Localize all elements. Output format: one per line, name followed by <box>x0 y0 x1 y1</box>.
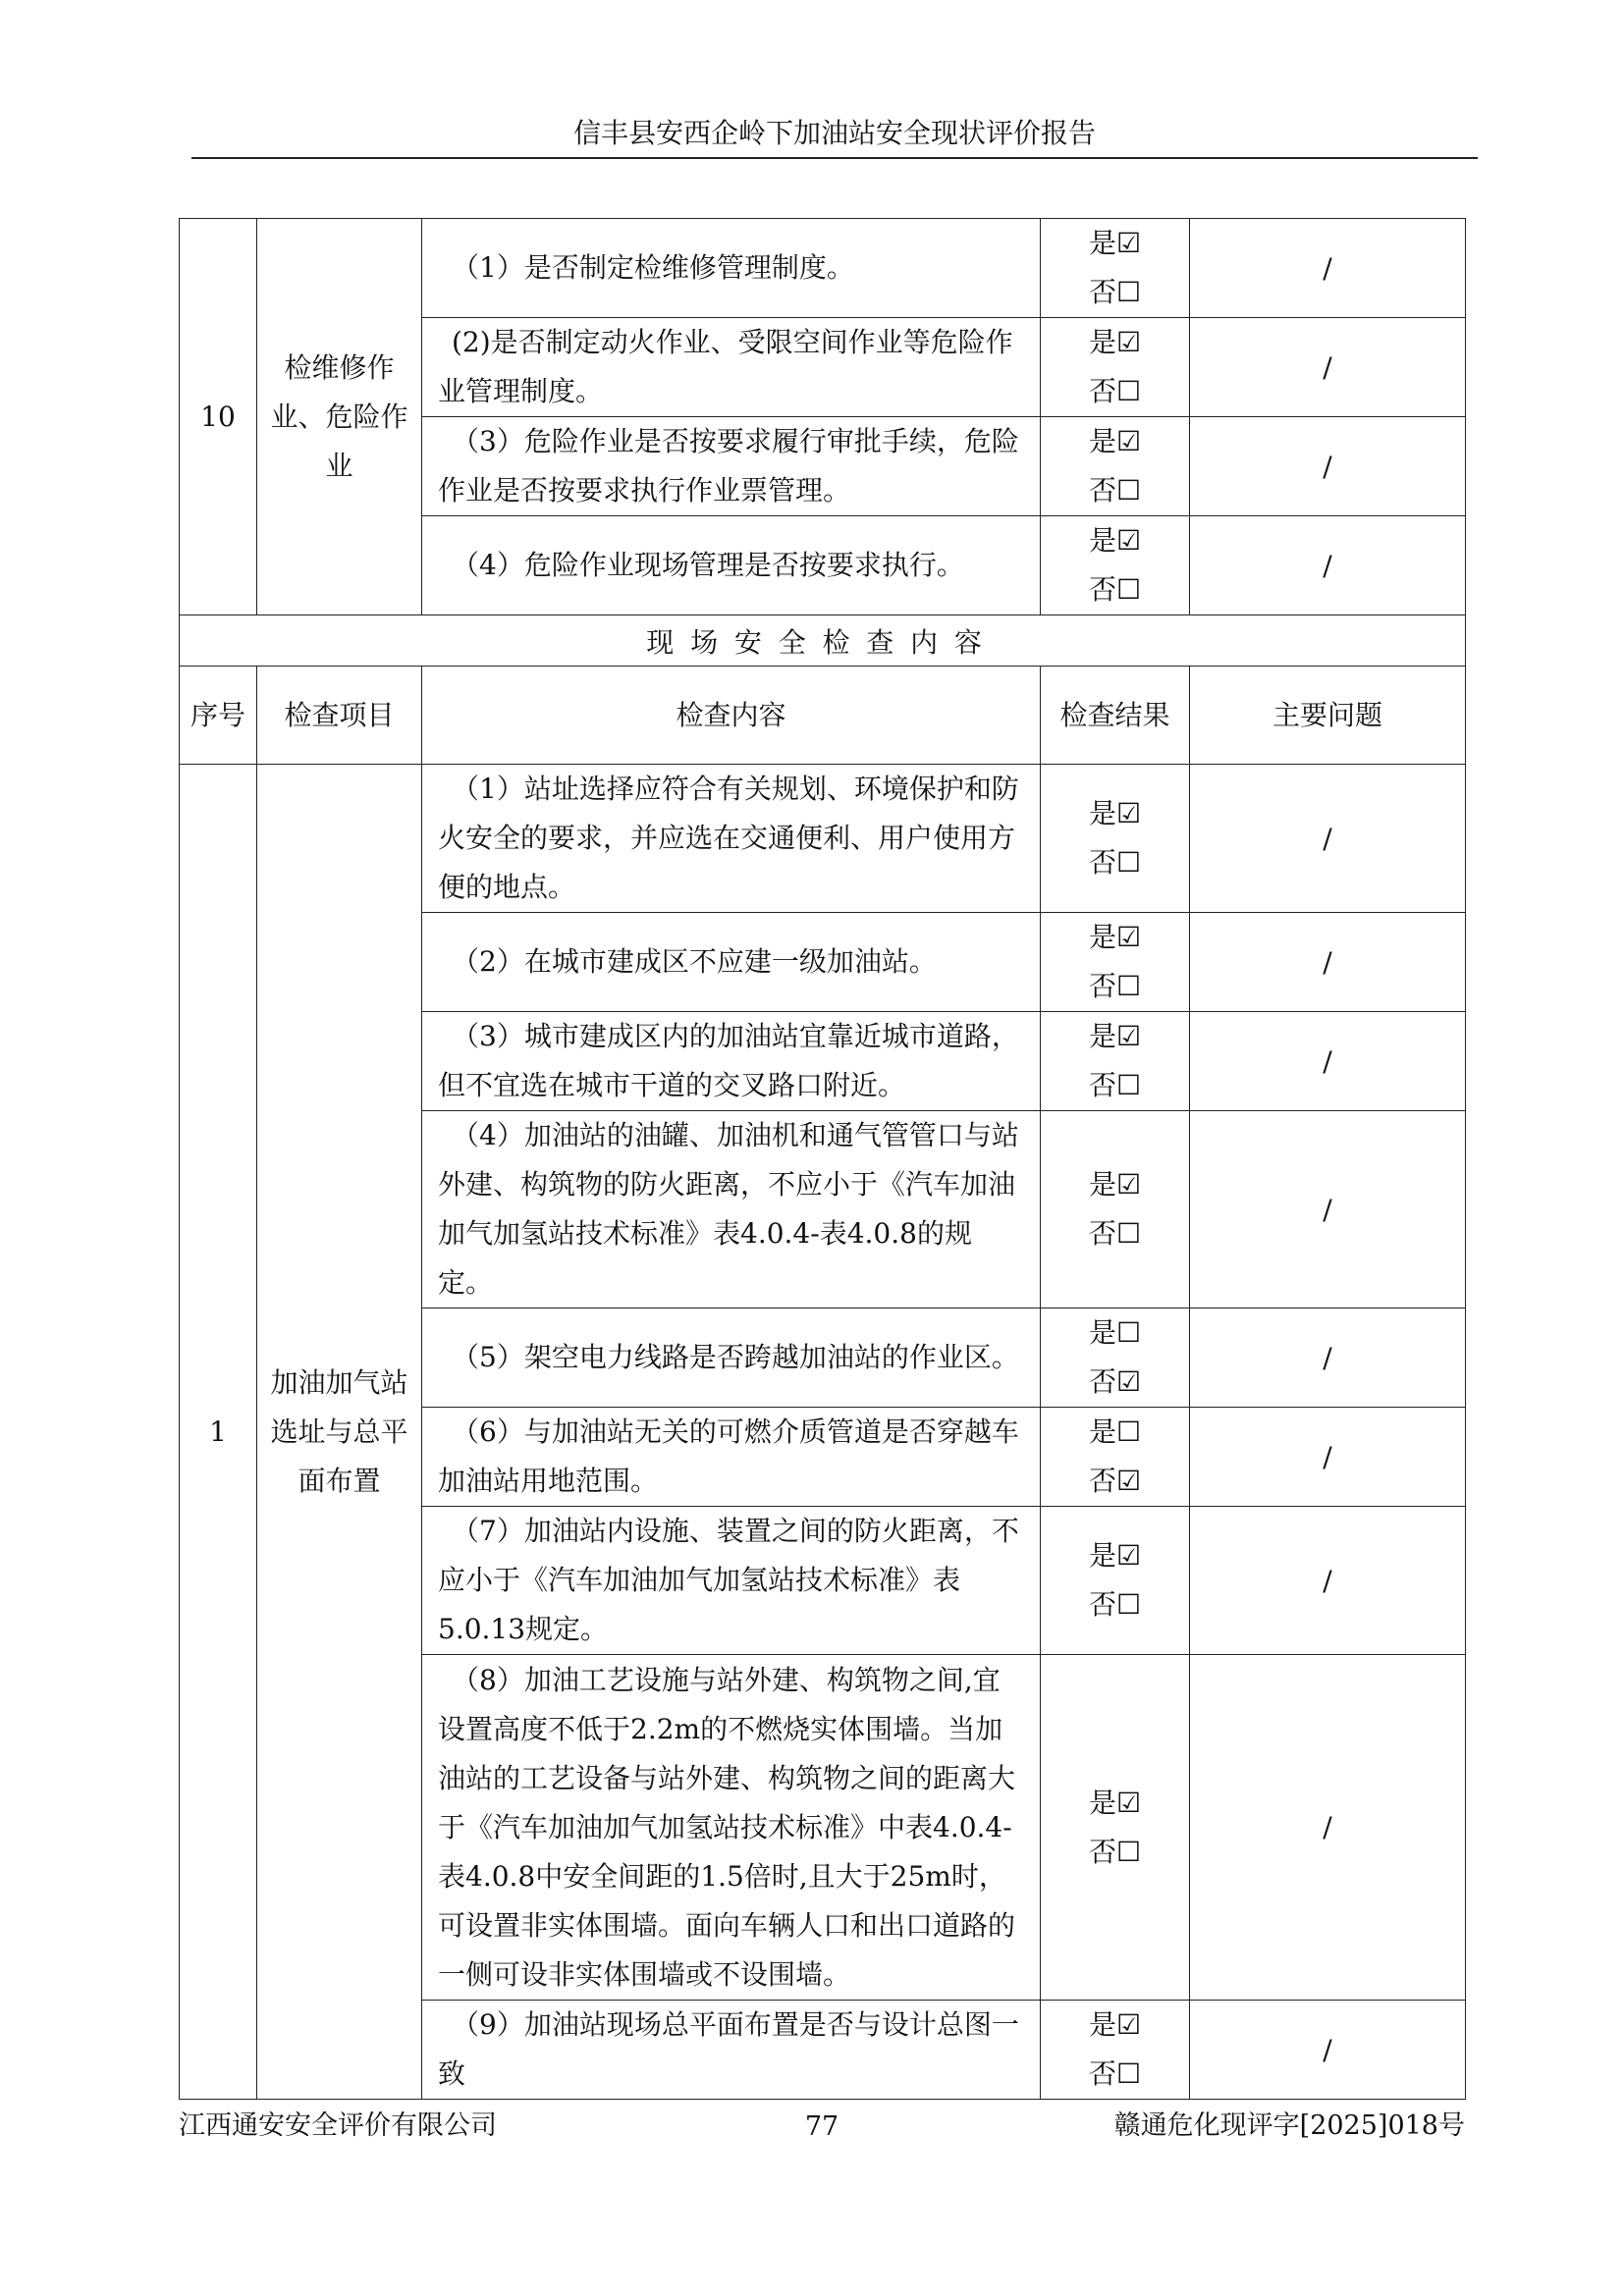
check-content: (2)是否制定动火作业、受限空间作业等危险作业管理制度。 <box>422 318 1041 417</box>
no-checkbox: 否☐ <box>1088 276 1142 308</box>
table-row <box>180 765 1466 913</box>
yes-checkbox: 是☑ <box>1088 921 1142 953</box>
check-result <box>1041 1308 1190 1408</box>
check-result <box>1041 1012 1190 1111</box>
report-title: 信丰县安西企岭下加油站安全现状评价报告 <box>572 117 1096 149</box>
yes-checkbox: 是☑ <box>1088 524 1142 557</box>
no-checkbox: 否☐ <box>1088 1069 1142 1101</box>
yes-checkbox: 是☑ <box>1088 1168 1142 1201</box>
yes-checkbox: 是☑ <box>1088 326 1142 358</box>
row-number: 1 <box>180 765 257 2100</box>
no-checkbox: 否☐ <box>1088 846 1142 879</box>
main-issue: / <box>1190 318 1466 417</box>
inspection-table <box>179 218 1466 2100</box>
no-checkbox: 否☐ <box>1088 375 1142 407</box>
main-issue: / <box>1190 219 1466 318</box>
section-title-row <box>180 615 1466 667</box>
check-content: （1）是否制定检维修管理制度。 <box>422 219 1041 318</box>
main-issue: / <box>1190 1111 1466 1308</box>
check-content: （6）与加油站无关的可燃介质管道是否穿越车加油站用地范围。 <box>422 1408 1041 1507</box>
main-issue: / <box>1190 417 1466 516</box>
no-checkbox: 否☑ <box>1088 1365 1142 1398</box>
no-checkbox: 否☐ <box>1088 474 1142 507</box>
check-content: （9）加油站现场总平面布置是否与设计总图一致 <box>422 2001 1041 2100</box>
yes-checkbox: 是☑ <box>1088 1020 1142 1052</box>
yes-checkbox: 是☑ <box>1088 2008 1142 2041</box>
yes-checkbox: 是☑ <box>1088 1539 1142 1572</box>
col-header-result: 检查结果 <box>1041 667 1190 765</box>
check-result <box>1041 913 1190 1012</box>
yes-checkbox: 是☐ <box>1088 1316 1142 1349</box>
main-issue: / <box>1190 913 1466 1012</box>
col-header-num: 序号 <box>180 667 257 765</box>
no-checkbox: 否☐ <box>1088 2057 1142 2090</box>
section-title: 现场安全检查内容 <box>180 615 1466 667</box>
check-result <box>1041 417 1190 516</box>
document-number: 赣通危化现评字[2025]018号 <box>1113 2110 1465 2141</box>
page-footer <box>179 2104 1465 2143</box>
check-result <box>1041 1655 1190 2001</box>
main-issue: / <box>1190 1012 1466 1111</box>
yes-checkbox: 是☑ <box>1088 1786 1142 1819</box>
row-number: 10 <box>180 219 257 615</box>
check-content: （3）城市建成区内的加油站宜靠近城市道路，但不宜选在城市干道的交叉路口附近。 <box>422 1012 1041 1111</box>
check-result <box>1041 1507 1190 1655</box>
check-result <box>1041 2001 1190 2100</box>
main-issue: / <box>1190 1655 1466 2001</box>
yes-checkbox: 是☑ <box>1088 227 1142 259</box>
check-result <box>1041 318 1190 417</box>
main-issue: / <box>1190 516 1466 615</box>
check-result <box>1041 516 1190 615</box>
main-issue: / <box>1190 765 1466 913</box>
main-issue: / <box>1190 1507 1466 1655</box>
col-header-content: 检查内容 <box>422 667 1041 765</box>
no-checkbox: 否☐ <box>1088 970 1142 1002</box>
main-issue: / <box>1190 1408 1466 1507</box>
check-content: （2）在城市建成区不应建一级加油站。 <box>422 913 1041 1012</box>
company-name: 江西通安安全评价有限公司 <box>179 2110 497 2141</box>
check-result <box>1041 765 1190 913</box>
no-checkbox: 否☐ <box>1088 1588 1142 1621</box>
check-item: 加油加气站选址与总平面布置 <box>257 765 422 2100</box>
no-checkbox: 否☐ <box>1088 1835 1142 1868</box>
check-content: （8）加油工艺设施与站外建、构筑物之间,宜设置高度不低于2.2m的不燃烧实体围墙。当加油站的工艺设备与站外建、构筑物之间的距离大于《汽车加油加气加氢站技术标准》中表4.0.4-表4.0.8中安全间距的1.5倍时,且大于25m时，可设置非实体围墙。面向车辆人口和出口道路的一侧可设非实体围墙或不设围墙。 <box>422 1655 1041 2001</box>
main-issue: / <box>1190 1308 1466 1408</box>
check-result <box>1041 1111 1190 1308</box>
page-header <box>191 110 1478 159</box>
check-content: （4）加油站的油罐、加油机和通气管管口与站外建、构筑物的防火距离，不应小于《汽车加油加气加氢站技术标准》表4.0.4-表4.0.8的规定。 <box>422 1111 1041 1308</box>
table-row <box>180 219 1466 318</box>
column-header-row <box>180 667 1466 765</box>
yes-checkbox: 是☑ <box>1088 425 1142 457</box>
check-result <box>1041 1408 1190 1507</box>
yes-checkbox: 是☐ <box>1088 1415 1142 1448</box>
no-checkbox: 否☐ <box>1088 573 1142 606</box>
no-checkbox: 否☑ <box>1088 1465 1142 1497</box>
page-number: 77 <box>804 2111 839 2142</box>
check-item: 检维修作业、危险作业 <box>257 219 422 615</box>
check-content: （5）架空电力线路是否跨越加油站的作业区。 <box>422 1308 1041 1408</box>
check-content: （3）危险作业是否按要求履行审批手续，危险作业是否按要求执行作业票管理。 <box>422 417 1041 516</box>
no-checkbox: 否☐ <box>1088 1217 1142 1250</box>
yes-checkbox: 是☑ <box>1088 797 1142 829</box>
main-issue: / <box>1190 2001 1466 2100</box>
col-header-item: 检查项目 <box>257 667 422 765</box>
check-content: （7）加油站内设施、装置之间的防火距离，不应小于《汽车加油加气加氢站技术标准》表5.0.13规定。 <box>422 1507 1041 1655</box>
col-header-issue: 主要问题 <box>1190 667 1466 765</box>
check-result <box>1041 219 1190 318</box>
check-content: （4）危险作业现场管理是否按要求执行。 <box>422 516 1041 615</box>
check-content: （1）站址选择应符合有关规划、环境保护和防火安全的要求，并应选在交通便利、用户使用方便的地点。 <box>422 765 1041 913</box>
